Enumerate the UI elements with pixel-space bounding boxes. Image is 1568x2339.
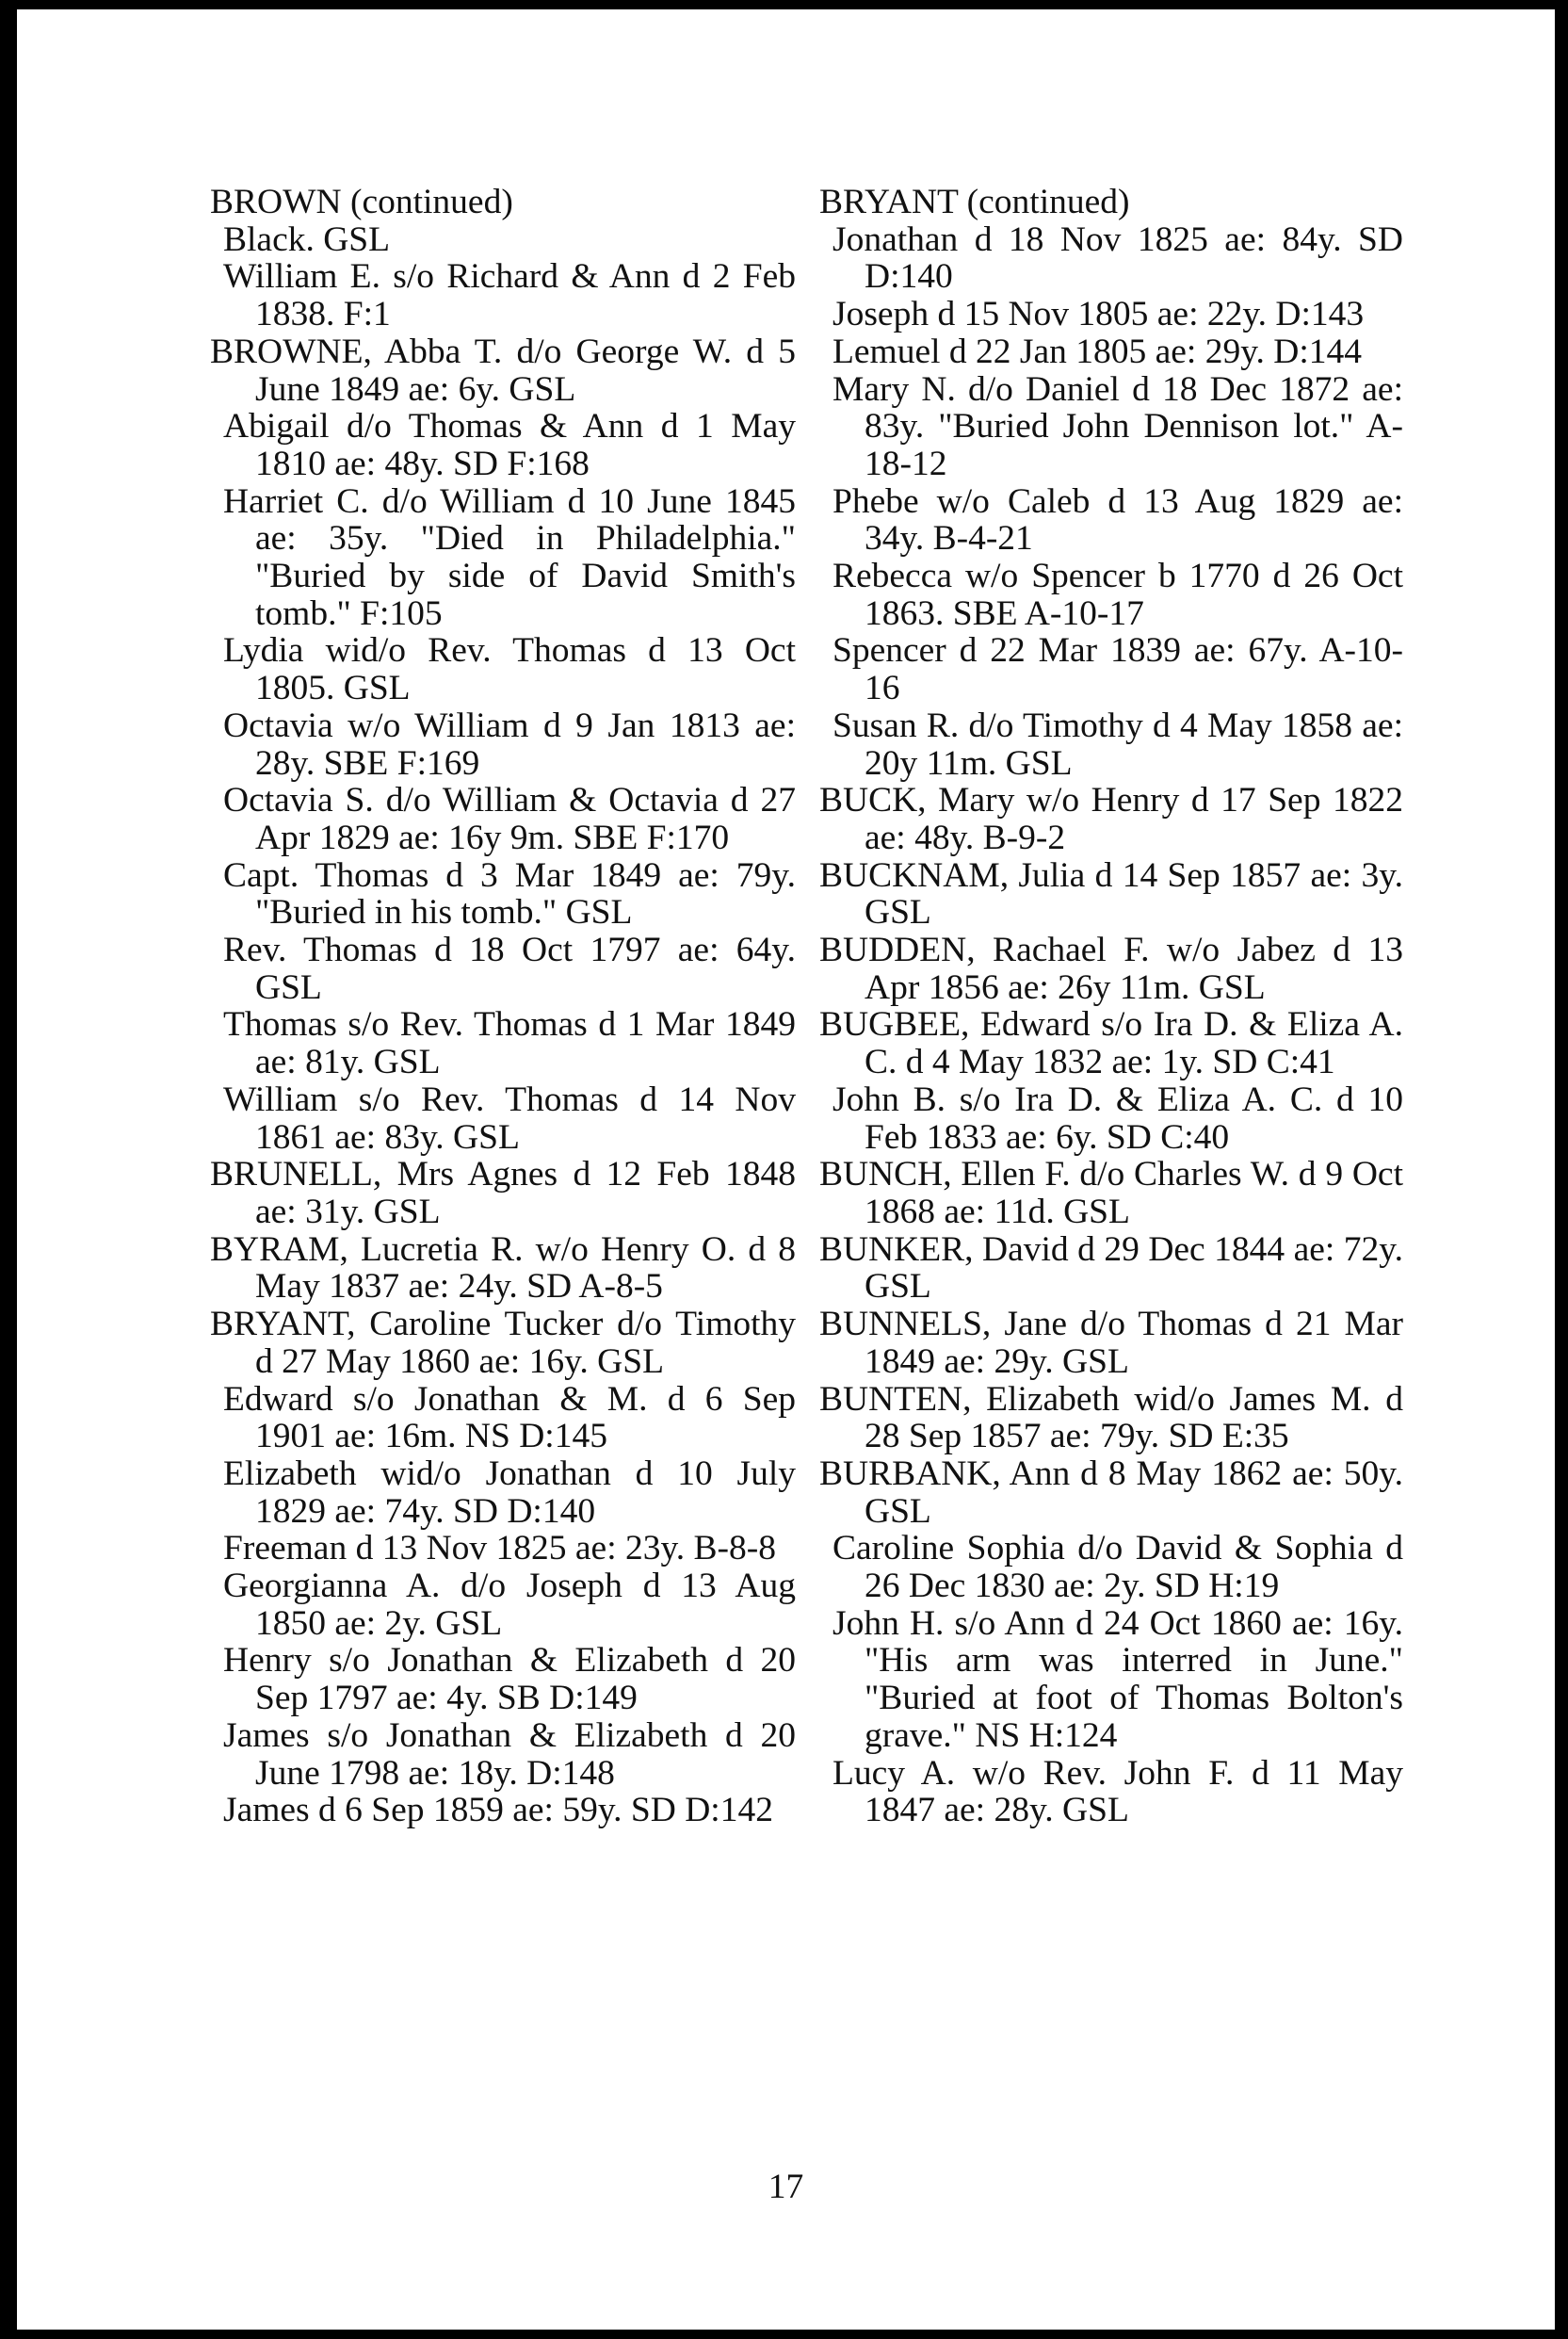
list-item: Caroline Sophia d/o David & Sophia d 26 Dec 1830 ae: 2y. SD H:19 [832,1529,1403,1606]
surname-entry: BUDDEN, Rachael F. w/o Jabez d 13 Apr 1856 ae: 26y 11m. GSL [819,931,1403,1007]
list-item: Elizabeth wid/o Jonathan d 10 July 1829 ae: 74y. SD D:140 [223,1454,796,1531]
surname-entry: BUNTEN, Elizabeth wid/o James M. d 28 Sep 1857 ae: 79y. SD E:35 [819,1379,1403,1456]
page-number: 17 [768,2168,804,2206]
list-item: Harriet C. d/o William d 10 June 1845 ae: 35y. "Died in Philadelphia." "Buried by side of David Smith's tomb." F:105 [223,481,796,633]
left-column-entries [210,221,796,1829]
list-item: William s/o Rev. Thomas d 14 Nov 1861 ae: 83y. GSL [223,1080,796,1157]
list-item: John B. s/o Ira D. & Eliza A. C. d 10 Feb 1833 ae: 6y. SD C:40 [832,1080,1403,1157]
right-column [819,184,1403,1829]
list-item: Joseph d 15 Nov 1805 ae: 22y. D:143 [832,295,1365,334]
surname-entry: BRYANT, Caroline Tucker d/o Timothy d 27 May 1860 ae: 16y. GSL [210,1305,796,1381]
list-item: Edward s/o Jonathan & M. d 6 Sep 1901 ae: 16m. NS D:145 [223,1379,796,1456]
surname-entry: BYRAM, Lucretia R. w/o Henry O. d 8 May 1837 ae: 24y. SD A-8-5 [210,1229,796,1307]
list-item: Freeman d 13 Nov 1825 ae: 23y. B-8-8 [223,1529,777,1568]
list-item: Abigail d/o Thomas & Ann d 1 May 1810 ae: 48y. SD F:168 [223,407,796,483]
surname-entry: BUNKER, David d 29 Dec 1844 ae: 72y. GSL [819,1229,1403,1307]
right-column-entries [819,221,1403,1829]
left-column [210,184,796,1829]
list-item: Black. GSL [223,219,391,259]
surname-entry: BUCKNAM, Julia d 14 Sep 1857 ae: 3y. GSL [819,855,1403,933]
surname-entry: BUCK, Mary w/o Henry d 17 Sep 1822 ae: 48y. B-9-2 [819,781,1403,857]
list-item: Phebe w/o Caleb d 13 Aug 1829 ae: 34y. B-4-21 [832,481,1403,559]
list-item: Lemuel d 22 Jan 1805 ae: 29y. D:144 [832,332,1363,371]
list-item: Lydia wid/o Rev. Thomas d 13 Oct 1805. GSL [223,631,796,708]
list-item: Georgianna A. d/o Joseph d 13 Aug 1850 ae: 2y. GSL [223,1567,796,1643]
list-item: James d 6 Sep 1859 ae: 59y. SD D:142 [223,1791,773,1830]
surname-entry: BRUNELL, Mrs Agnes d 12 Feb 1848 ae: 31y. GSL [210,1155,796,1231]
document-page [17,9,1555,2330]
list-item: Rev. Thomas d 18 Oct 1797 ae: 64y. GSL [223,931,796,1007]
surname-entry: BUNNELS, Jane d/o Thomas d 21 Mar 1849 ae: 29y. GSL [819,1305,1403,1381]
list-item: Henry s/o Jonathan & Elizabeth d 20 Sep 1797 ae: 4y. SB D:149 [223,1641,796,1718]
list-item: Mary N. d/o Daniel d 18 Dec 1872 ae: 83y. "Buried John Dennison lot." A-18-12 [832,369,1403,483]
list-item: Octavia w/o William d 9 Jan 1813 ae: 28y. SBE F:169 [223,706,796,783]
left-column-heading: BROWN (continued) [210,183,513,221]
list-item: Thomas s/o Rev. Thomas d 1 Mar 1849 ae: 81y. GSL [223,1005,796,1082]
surname-entry: BURBANK, Ann d 8 May 1862 ae: 50y. GSL [819,1454,1403,1531]
list-item: John H. s/o Ann d 24 Oct 1860 ae: 16y. "His arm was interred in June." "Buried at foot of Thomas Bolton's grave." NS H:124 [832,1603,1403,1755]
list-item: Rebecca w/o Spencer b 1770 d 26 Oct 1863. SBE A-10-17 [832,557,1403,633]
list-item: Octavia S. d/o William & Octavia d 27 Apr 1829 ae: 16y 9m. SBE F:170 [223,781,796,857]
surname-entry: BROWNE, Abba T. d/o George W. d 5 June 1849 ae: 6y. GSL [210,332,796,409]
list-item: Capt. Thomas d 3 Mar 1849 ae: 79y. "Buried in his tomb." GSL [223,855,796,933]
right-column-heading: BRYANT (continued) [819,183,1130,221]
list-item: James s/o Jonathan & Elizabeth d 20 June 1798 ae: 18y. D:148 [223,1715,796,1793]
list-item: Jonathan d 18 Nov 1825 ae: 84y. SD D:140 [832,219,1403,297]
list-item: William E. s/o Richard & Ann d 2 Feb 1838. F:1 [223,257,796,334]
surname-entry: BUNCH, Ellen F. d/o Charles W. d 9 Oct 1868 ae: 11d. GSL [819,1155,1403,1231]
list-item: Susan R. d/o Timothy d 4 May 1858 ae: 20y 11m. GSL [832,706,1403,783]
list-item: Spencer d 22 Mar 1839 ae: 67y. A-10-16 [832,631,1403,708]
list-item: Lucy A. w/o Rev. John F. d 11 May 1847 ae: 28y. GSL [832,1753,1403,1830]
surname-entry: BUGBEE, Edward s/o Ira D. & Eliza A. C. d 4 May 1832 ae: 1y. SD C:41 [819,1005,1403,1082]
